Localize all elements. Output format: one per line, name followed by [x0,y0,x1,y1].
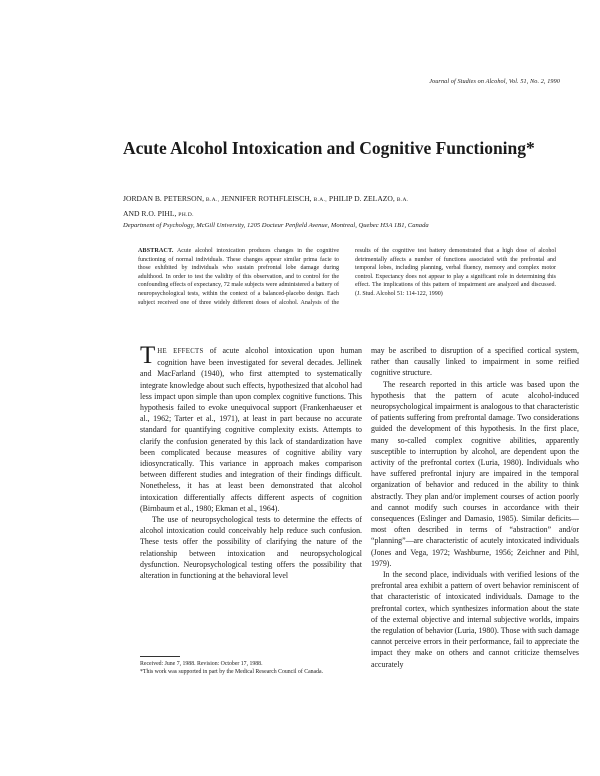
abstract [138,247,556,307]
author-degree: B.A., [205,197,220,203]
lead-in: HE EFFECTS [157,348,204,355]
paragraph: of acute alcohol intoxication upon human cognition have been investigated for several decades. Jellinek and MacFarland (1940), who first attempted to systematically integrate knowledge about such effects, hypothesized that alcohol had less impact upon simple than upon complex cognitive functions. This hypothesis failed to evoke unequivocal support (Frankenhaeuser et al., 1962; Tarter et al., 1971), at least in part because no accurate standard for quantifying cognitive complexity exists. Attempts to clarify the confusion generated by this lack of standardization have been complicated because measures of cognitive ability vary idiosyncratically. This variance in approach makes comparison between different studies and integration of their findings difficult. Nonetheless, it has at least been demonstrated that alcohol intoxication differentially affects different aspects of cognition (Birnbaum et al., 1980; Ekman et al., 1964). [140,346,362,513]
author-degree: PH.D. [178,212,194,218]
footnote-received: Received: June 7, 1988. Revision: October 17, 1988. [140,661,263,667]
body-column-left [140,345,362,645]
affiliation: Department of Psychology, McGill University, 1205 Docteur Penfield Avenue, Montreal, Quebec H3A 1B1, Canada [123,222,429,229]
author-name: JENNIFER ROTHFLEISCH, [221,194,312,203]
journal-header: Journal of Studies on Alcohol, Vol. 51, No. 2, 1990 [429,78,560,85]
body-column-right [371,345,579,773]
paper-title: Acute Alcohol Intoxication and Cognitive Functioning* [123,138,535,158]
author-degree: B.A., [313,197,327,203]
paragraph: may be ascribed to disruption of a specified cortical system, rather than causally linked to impairment in some reified cognitive structure. [371,346,579,378]
abstract-label: ABSTRACT. [138,248,174,254]
footnote-funding: *This work was supported in part by the Medical Research Council of Canada. [140,669,324,676]
footnote-rule [140,656,180,657]
paragraph: The use of neuropsychological tests to determine the effects of alcohol intoxication could conceivably help reduce such confusion. These tests offer the possibility of clarifying the nature of the relationship between intoxication and neuropsychological dysfunction. Neuropsychological testing offers the possibility that alteration in functioning at the behavioral level [140,515,362,581]
paragraph: In the second place, individuals with verified lesions of the prefrontal area exhibit a pattern of overt behavior reminiscent of that characteristic of intoxicated individuals. Damage to the prefrontal cortex, which synthesizes information about the state of the external objective and internal subjective worlds, impairs the regulation of behavior (Luria, 1980). Those with such damage cannot perceive errors in their performance, fail to appreciate the impact they make on others and cannot criticize themselves accurately [371,570,579,669]
author-name: JORDAN B. PETERSON, [123,194,205,203]
author-degree: B.A. [396,197,409,203]
footnotes [140,660,362,676]
drop-cap: T [140,345,156,369]
author-name: PHILIP D. ZELAZO, [328,194,395,203]
author-name: AND R.O. PIHL, [123,209,177,218]
author-list [123,192,563,222]
paragraph: The research reported in this article was based upon the hypothesis that the pattern of acute alcohol-induced neuropsychological impairment is analogous to that characteristic of patients suffering from prefrontal damage. Two considerations guided the development of this hypothesis. In the first place, many so-called complex cognitive abilities, apparently susceptible to interruption by alcohol, are dependent upon the activity of the prefrontal cortex (Luria, 1980). Individuals who have suffered prefrontal injury are impaired in the temporal organization of behavior and reduced in the ability to think abstractly. They plan and/or implement courses of action poorly and cannot modify such courses in accordance with their consequences (Eslinger and Damasio, 1985). Similar deficits—most often described in terms of “abstraction” and/or “planning”—are characteristic of acutely intoxicated individuals (Jones and Vega, 1972; Washburne, 1956; Zeichner and Pihl, 1979). [371,379,579,568]
abstract-text: Acute alcohol intoxication produces changes in the cognitive functioning of normal individuals. These changes appear similar prima facie to those exhibited by individuals who sustain prefrontal lobe damage during adulthood. In order to test the validity of this observation, and to control for the confounding effects of expectancy, 72 male subjects were administered a battery of neuropsychological tests, within the context of a balanced-placebo design. Each subject received one of three widely different doses of alcohol. Analysis of the results of the cognitive test battery demonstrated that a high dose of alcohol detrimentally affects a number of functions associated with the prefrontal and temporal lobes, including planning, verbal fluency, memory and complex motor control. Expectancy does not appear to play a significant role in determining this effect. The implications of this pattern of impairment are analyzed and discussed. (J. Stud. Alcohol 51: 114-122, 1990) [138,248,556,306]
